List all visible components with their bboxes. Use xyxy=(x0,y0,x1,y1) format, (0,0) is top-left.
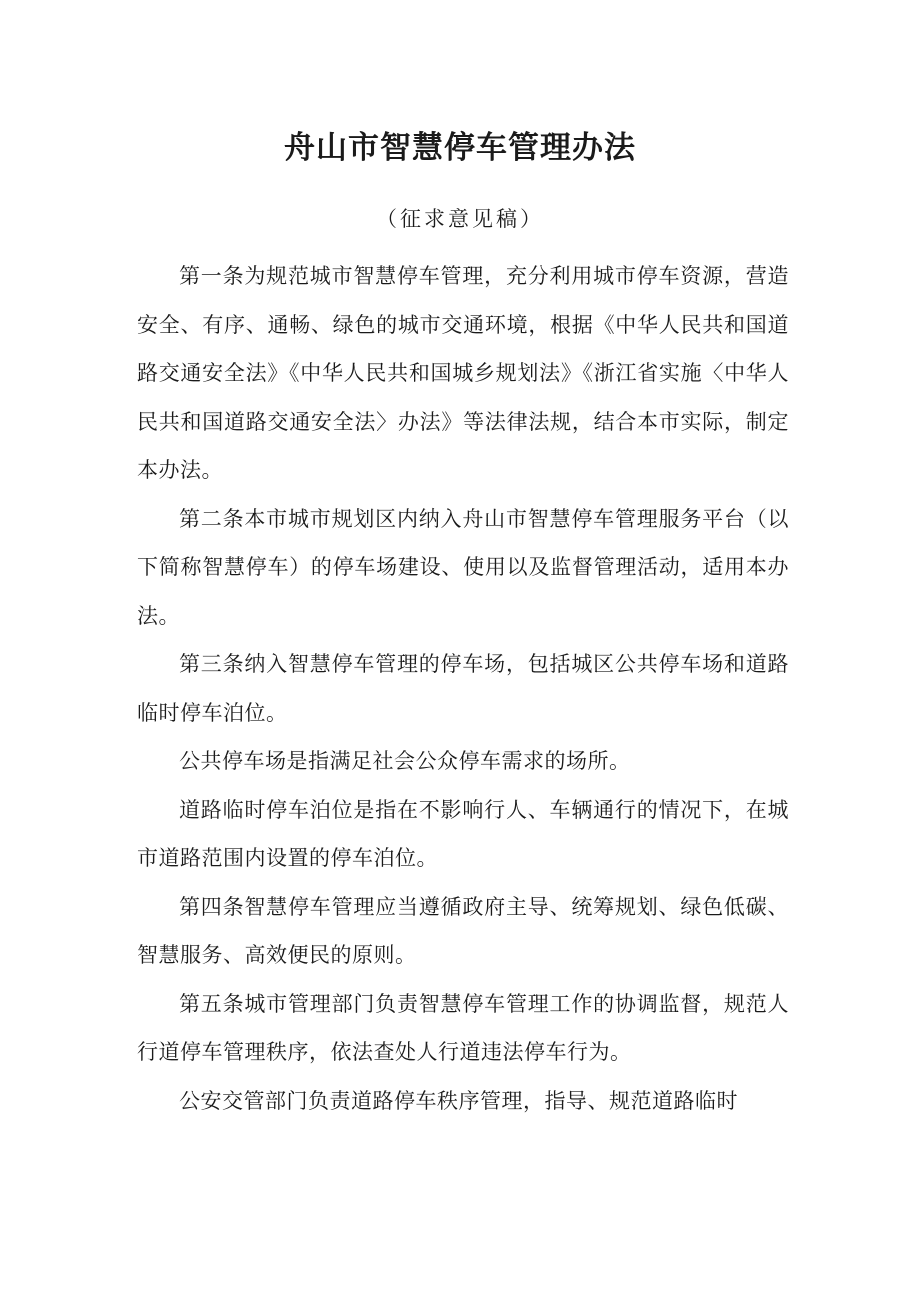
document-subtitle: （征求意见稿） xyxy=(376,207,544,231)
article-4-paragraph: 第四条智慧停车管理应当遵循政府主导、统筹规划、绿色低碳、智慧服务、高效便民的原则。 xyxy=(137,894,789,967)
document-title: 舟山市智慧停车管理办法 xyxy=(284,130,636,166)
article-3-paragraph: 第三条纳入智慧停车管理的停车场，包括城区公共停车场和道路临时停车泊位。 xyxy=(137,652,789,725)
article-5-paragraph: 第五条城市管理部门负责智慧停车管理工作的协调监督，规范人行道停车管理秩序，依法查处人行道违法停车行为。 xyxy=(137,991,789,1064)
article-2-paragraph: 第二条本市城市规划区内纳入舟山市智慧停车管理服务平台（以下简称智慧停车）的停车场建设、使用以及监督管理活动，适用本办法。 xyxy=(137,506,789,628)
public-parking-definition-paragraph: 公共停车场是指满足社会公众停车需求的场所。 xyxy=(179,749,631,773)
traffic-police-paragraph: 公安交管部门负责道路停车秩序管理，指导、规范道路临时 xyxy=(179,1088,738,1113)
article-1-paragraph: 第一条为规范城市智慧停车管理，充分利用城市停车资源，营造安全、有序、通畅、绿色的城市交通环境，根据《中华人民共和国道路交通安全法》《中华人民共和国城乡规划法》《浙江省实施〈中华人民共和国道路交通安全法〉办法》等法律法规，结合本市实际，制定本办法。 xyxy=(137,264,789,482)
document-body xyxy=(137,252,789,1125)
road-parking-definition-paragraph: 道路临时停车泊位是指在不影响行人、车辆通行的情况下，在城市道路范围内设置的停车泊位。 xyxy=(137,797,789,870)
